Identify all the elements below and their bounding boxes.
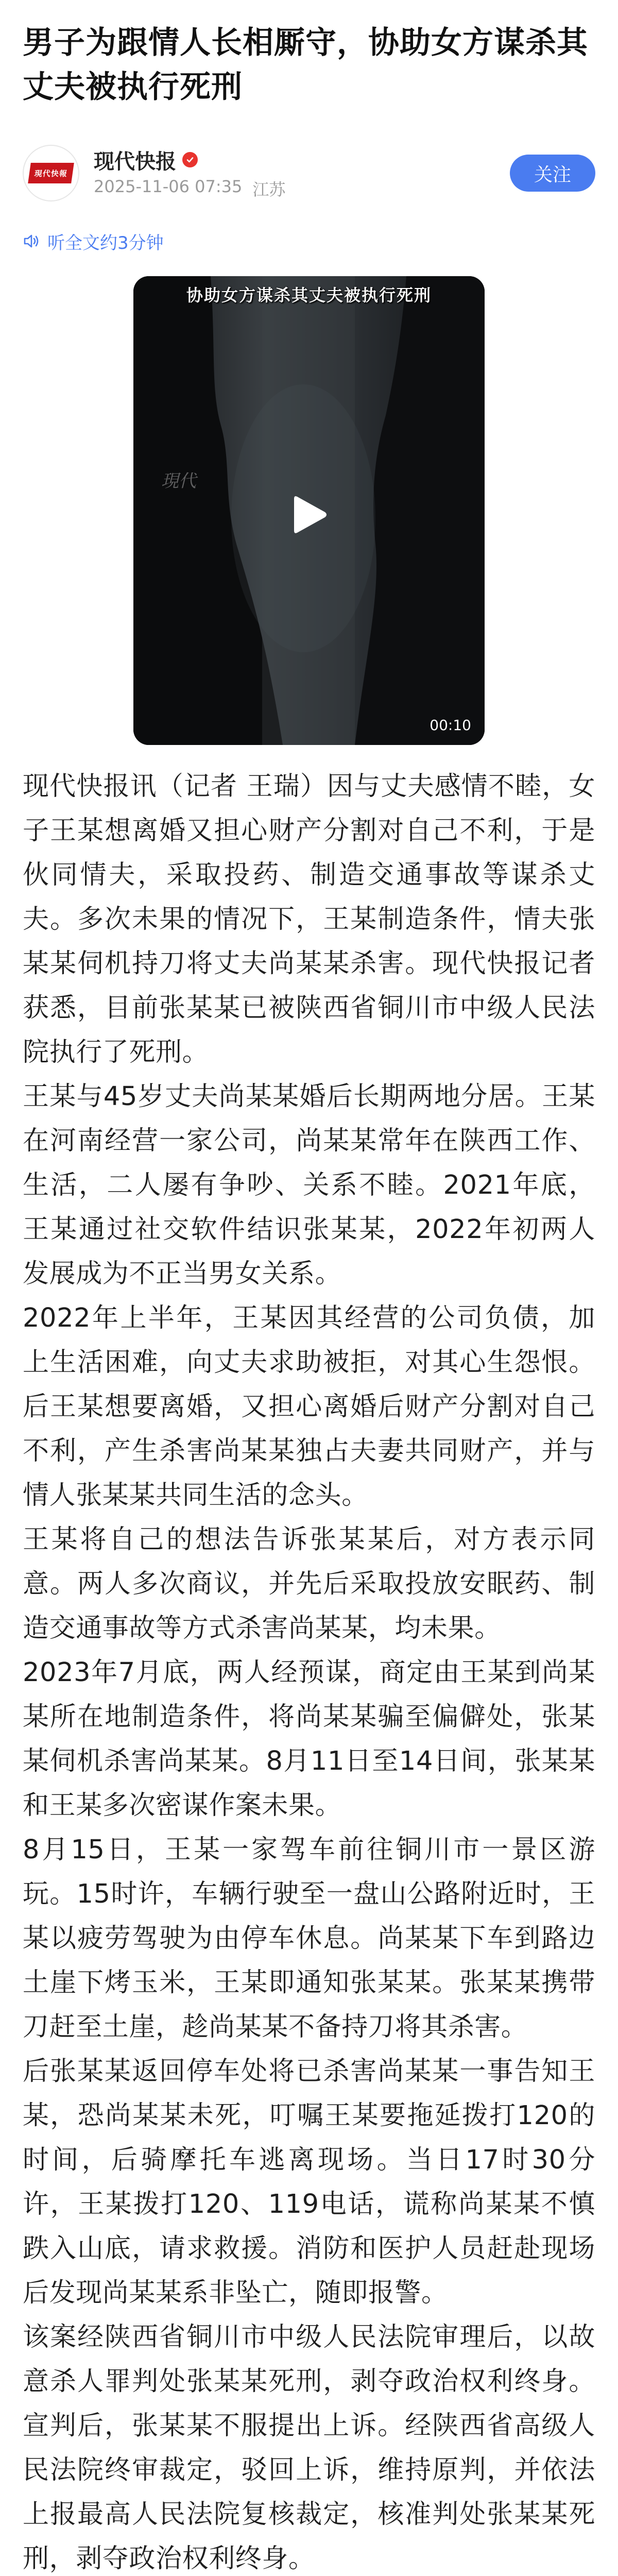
author-name[interactable]: 现代快报 — [94, 149, 176, 174]
author-row — [23, 142, 595, 204]
paragraph: 王某将自己的想法告诉张某某后，对方表示同意。两人多次商议，并先后采取投放安眠药、制造交通事故等方式杀害尚某某，均未果。 — [23, 1524, 595, 1643]
author-info — [94, 146, 510, 200]
author-meta — [94, 177, 510, 200]
video-player[interactable] — [133, 276, 485, 745]
article-body — [23, 765, 595, 2576]
paragraph: 2022年上半年，王某因其经营的公司负债，加上生活困难，向丈夫求助被拒，对其心生怨恨。后王某想要离婚，又担心离婚后财产分割对自己不利，产生杀害尚某某独占夫妻共同财产，并与情人张某某共同生活的念头。 — [23, 1303, 595, 1511]
paragraph: 现代快报讯（记者 王瑞）因与丈夫感情不睦，女子王某想离婚又担心财产分割对自己不利，于是伙同情夫，采取投药、制造交通事故等谋杀丈夫。多次未果的情况下，王某制造条件，情夫张某某伺机持刀将丈夫尚某某杀害。现代快报记者获悉，目前张某某已被陕西省铜川市中级人民法院执行了死刑。 — [23, 771, 595, 1067]
paragraph: 王某与45岁丈夫尚某某婚后长期两地分居。王某在河南经营一家公司，尚某某常年在陕西工作、生活，二人屡有争吵、关系不睦。2021年底，王某通过社交软件结识张某某，2022年初两人发展成为不正当男女关系。 — [23, 1081, 595, 1289]
follow-button[interactable]: 关注 — [510, 155, 595, 192]
paragraph: 2023年7月底，两人经预谋，商定由王某到尚某某所在地制造条件，将尚某某骗至偏僻处，张某某伺机杀害尚某某。8月11日至14日间，张某某和王某多次密谋作案未果。 — [23, 1657, 595, 1821]
paragraph: 8月15日，王某一家驾车前往铜川市一景区游玩。15时许，车辆行驶至一盘山公路附近时，王某以疲劳驾驶为由停车休息。尚某某下车到路边土崖下烤玉米，王某即通知张某某。张某某携带刀赶至土崖，趁尚某某不备持刀将其杀害。 — [23, 1835, 595, 2042]
paragraph: 后张某某返回停车处将已杀害尚某某一事告知王某，恐尚某某未死，叮嘱王某要拖延拨打120的时间，后骑摩托车逃离现场。当日17时30分许，王某拨打120、119电话，谎称尚某某不慎跌入山底，请求救援。消防和医护人员赶赴现场后发现尚某某系非坠亡，随即报警。 — [23, 2056, 595, 2308]
verified-badge-icon — [182, 152, 198, 167]
play-icon[interactable] — [287, 493, 331, 537]
listen-full-text-button[interactable] — [23, 227, 595, 256]
publish-location: 江苏 — [252, 180, 286, 199]
speaker-icon — [23, 232, 40, 250]
listen-label: 听全文约3分钟 — [47, 232, 164, 253]
avatar[interactable] — [23, 145, 79, 201]
article-title: 男子为跟情人长相厮守，协助女方谋杀其丈夫被执行死刑 — [23, 25, 588, 105]
source-logo: 現代快報 — [28, 163, 74, 183]
video-duration: 00:10 — [430, 717, 471, 734]
paragraph: 该案经陕西省铜川市中级人民法院审理后，以故意杀人罪判处张某某死刑，剥夺政治权利终身。宣判后，张某某不服提出上诉。经陕西省高级人民法院终审裁定，驳回上诉，维持原判，并依法上报最高人民法院复核裁定，核准判处张某某死刑，剥夺政治权利终身。 — [23, 2322, 595, 2574]
author-name-line — [94, 146, 510, 174]
publish-datetime: 2025-11-06 07:35 — [94, 177, 243, 196]
video-watermark: 現代 — [161, 471, 196, 492]
video-caption: 协助女方谋杀其丈夫被执行死刑 — [186, 285, 432, 305]
